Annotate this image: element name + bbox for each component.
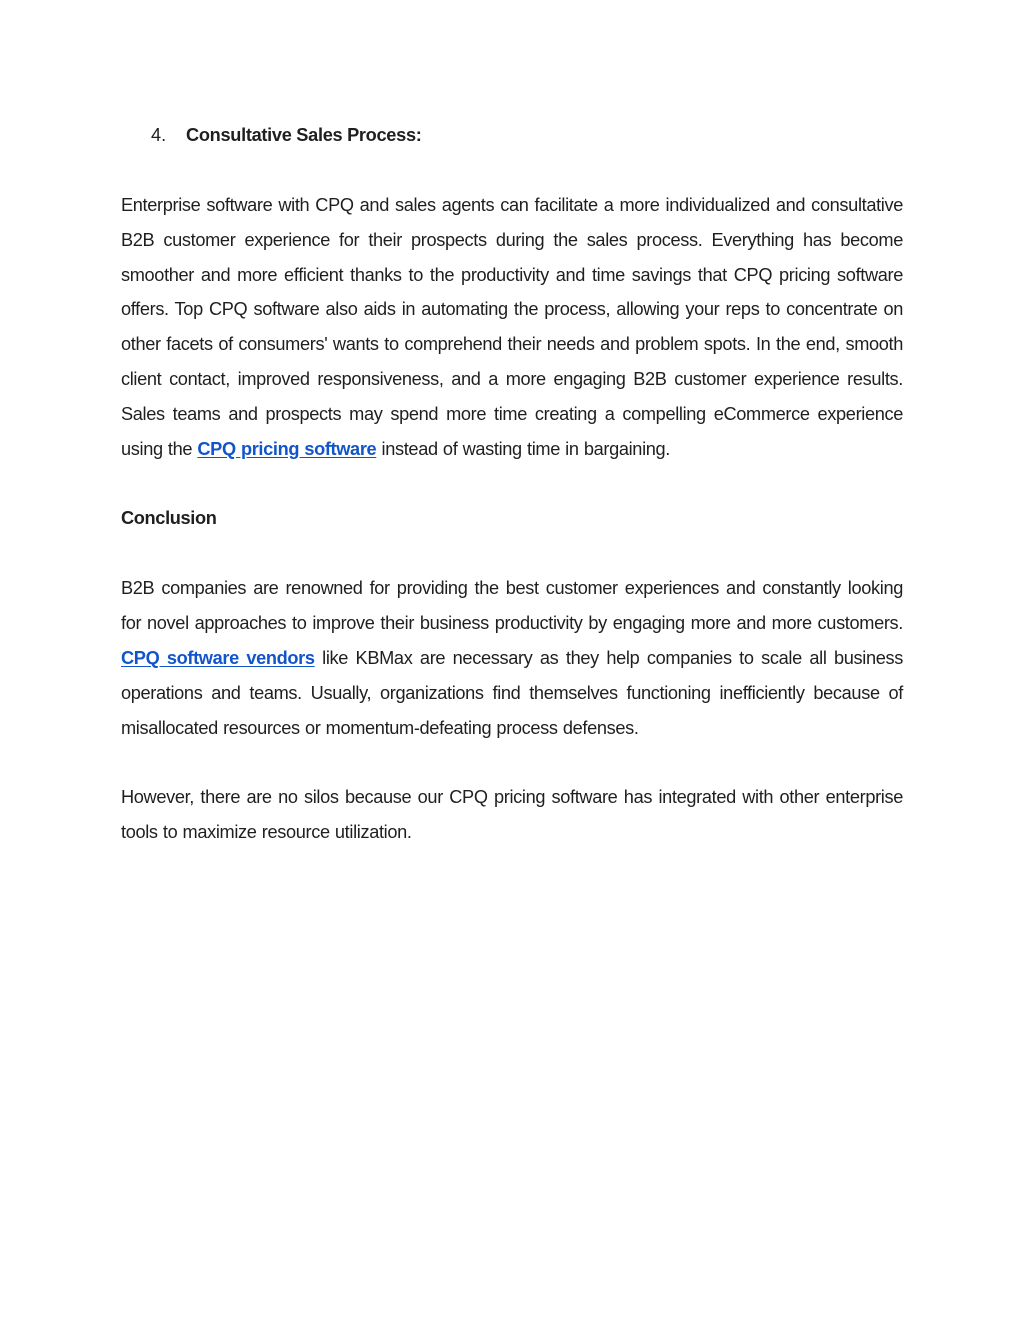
paragraph-conclusion-2: However, there are no silos because our CPQ pricing software has integrated with other enterprise tools to maximize resource utilization. (121, 787, 903, 843)
paragraph-text: B2B companies are renowned for providing the best customer experiences and constantly looking for novel approaches to improve their business productivity by engaging more and more customers. (121, 578, 903, 634)
spacer (121, 153, 903, 188)
section-heading: Consultative Sales Process: (186, 125, 422, 145)
paragraph-text: Enterprise software with CPQ and sales agents can facilitate a more individualized and consultative B2B customer experience for their prospects during the sales process. Everything has become smoother and more efficient thanks to the productivity and time savings that CPQ pricing software offers. Top CPQ software also aids in automating the process, allowing your reps to concentrate on other facets of consumers' wants to comprehend their needs and problem spots. In the end, smooth client contact, improved responsiveness, and a more engaging B2B customer experience results. Sales teams and prospects may spend more time creating a compelling eCommerce experience using the (121, 195, 903, 459)
paragraph-conclusion-1 (121, 571, 903, 745)
spacer (121, 536, 903, 571)
conclusion-heading: Conclusion (121, 508, 217, 529)
paragraph-consultative-sales (121, 188, 903, 466)
numbered-heading (151, 118, 903, 153)
spacer (121, 466, 903, 501)
paragraph-text: like KBMax are necessary as they help companies to scale all business operations and teams. Usually, organizations find themselves functioning inefficiently because of misallocated resources or momentum-defeating process defenses. (121, 647, 903, 738)
document-body (121, 118, 903, 850)
paragraph-text: instead of wasting time in bargaining. (376, 438, 670, 459)
cpq-software-vendors-link[interactable]: CPQ software vendors (121, 647, 315, 668)
cpq-pricing-software-link[interactable]: CPQ pricing software (197, 438, 377, 459)
spacer (121, 745, 903, 780)
list-number: 4. (151, 125, 167, 145)
